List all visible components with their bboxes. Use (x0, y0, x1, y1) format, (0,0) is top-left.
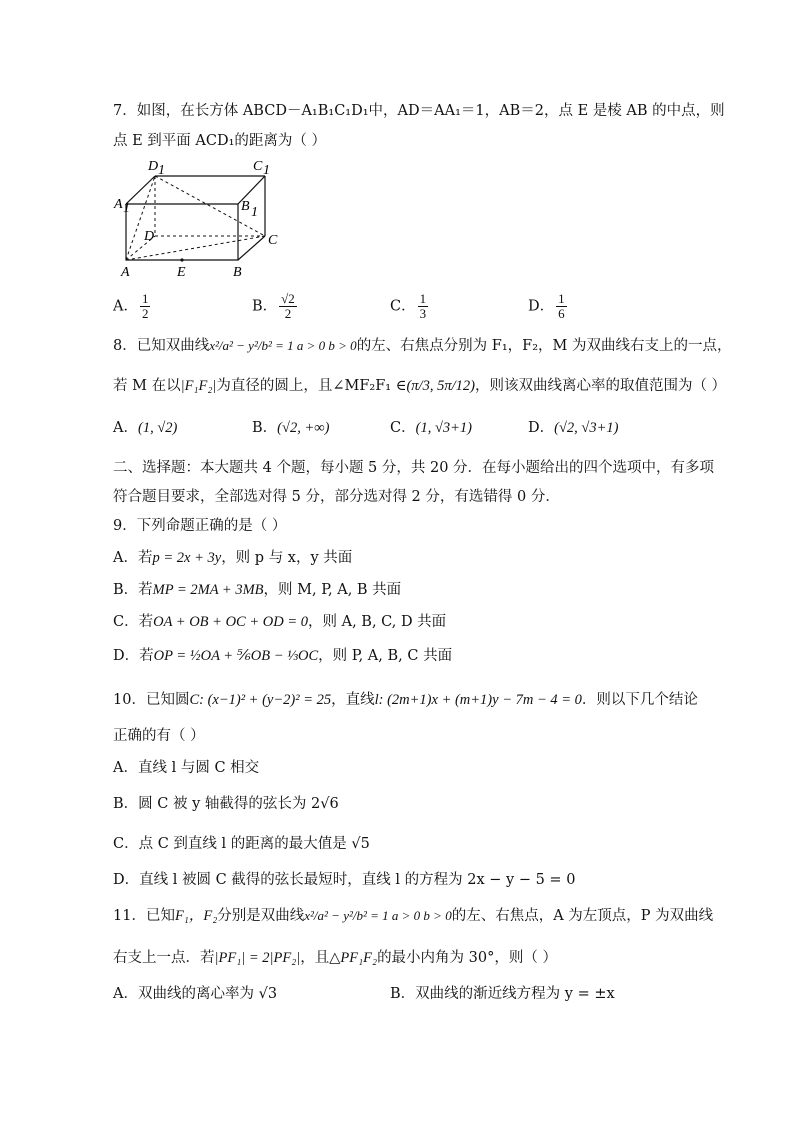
q8-stem-line2: 若 M 在以|F₁F₂|为直径的圆上，且∠MF₂F₁ ∈(π/3, 5π/12)，则该双曲线离心率的取值范围为（ ） (113, 378, 727, 394)
q7-option-b: B． $\frac{√2}{2}$ (252, 291, 295, 321)
q8-stem-line1: 8．已知双曲线x²/a² − y²/b² = 1 a > 0 b > 0的左、右焦点分别为 F₁，F₂，M 为双曲线右支上的一点， (113, 338, 732, 354)
label-a1-sub: 1 (123, 201, 130, 216)
q10-stem-line2: 正确的有（ ） (113, 728, 205, 744)
label-e: E (177, 265, 186, 280)
label-b1: B (241, 199, 250, 214)
q9-option-a: A．若p = 2x + 3y，则 p 与 x，y 共面 (113, 550, 353, 566)
label-c: C (268, 233, 278, 248)
label-a1: A (114, 197, 123, 212)
label-b1-sub: 1 (251, 205, 258, 220)
q8-option-c: C．(1, √3+1) (390, 420, 473, 436)
label-a: A (121, 265, 130, 280)
label-d1: D (148, 159, 159, 174)
q11-option-b: B．双曲线的渐近线方程为 y = ±x (390, 986, 615, 1002)
label-c1: C (253, 159, 263, 174)
label-b: B (233, 265, 242, 280)
q10-option-b: B．圆 C 被 y 轴截得的弦长为 2√6 (113, 796, 339, 812)
q11-option-a: A．双曲线的离心率为 √3 (113, 986, 278, 1002)
q7-stem-line2: 点 E 到平面 ACD₁的距离为（ ） (113, 133, 327, 149)
q7-stem-line1: 7．如图，在长方体 ABCD－A₁B₁C₁D₁中，AD＝AA₁＝1，AB＝2，点 E 是棱 AB 的中点，则 (113, 103, 725, 119)
label-d: D (144, 229, 155, 244)
q10-option-c: C．点 C 到直线 l 的距离的最大值是 √5 (113, 836, 370, 852)
q8-option-a: A．(1, √2) (113, 420, 178, 436)
q11-stem-line2: 右支上一点．若|PF₁| = 2|PF₂|，且△PF₁F₂的最小内角为 30°，则（ ） (113, 950, 557, 966)
q10-option-a: A．直线 l 与圆 C 相交 (113, 760, 260, 776)
q7-option-d: D． $\frac{1}{6}$ (528, 291, 565, 321)
section2-line2: 符合题目要求，全部选对得 5 分，部分选对得 2 分，有选错得 0 分． (113, 489, 560, 505)
q7-option-a: A． $\frac{1}{2}$ (113, 291, 149, 321)
q9-option-c: C．若OA + OB + OC + OD = 0，则 A, B, C, D 共面 (113, 614, 447, 630)
q8-option-b: B．(√2, +∞) (252, 420, 330, 436)
label-d1-sub: 1 (158, 163, 165, 178)
q9-option-d: D．若OP = ½OA + ⅚OB − ⅓OC，则 P, A, B, C 共面 (113, 648, 453, 664)
label-c1-sub: 1 (263, 163, 270, 178)
q9-option-b: B．若MP = 2MA + 3MB，则 M, P, A, B 共面 (113, 582, 402, 598)
q7-option-c: C． $\frac{1}{3}$ (390, 291, 427, 321)
q10-stem-line1: 10．已知圆C: (x−1)² + (y−2)² = 25，直线l: (2m+1)x + (m+1)y − 7m − 4 = 0．则以下几个结论 (113, 692, 698, 708)
q8-option-d: D．(√2, √3+1) (528, 420, 619, 436)
q9-stem: 9．下列命题正确的是（ ） (113, 518, 287, 534)
section2-line1: 二、选择题：本大题共 4 个题，每小题 5 分，共 20 分．在每小题给出的四个选项中，有多项 (113, 460, 715, 476)
q11-stem-line1: 11．已知F₁，F₂分别是双曲线x²/a² − y²/b² = 1 a > 0 b > 0的左、右焦点，A 为左顶点，P 为双曲线 (113, 908, 714, 924)
cuboid-figure (110, 156, 290, 280)
q10-option-d: D．直线 l 被圆 C 截得的弦长最短时，直线 l 的方程为 2x − y − 5 = 0 (113, 872, 576, 888)
edge-b-c (238, 236, 265, 260)
point-e (180, 258, 183, 261)
